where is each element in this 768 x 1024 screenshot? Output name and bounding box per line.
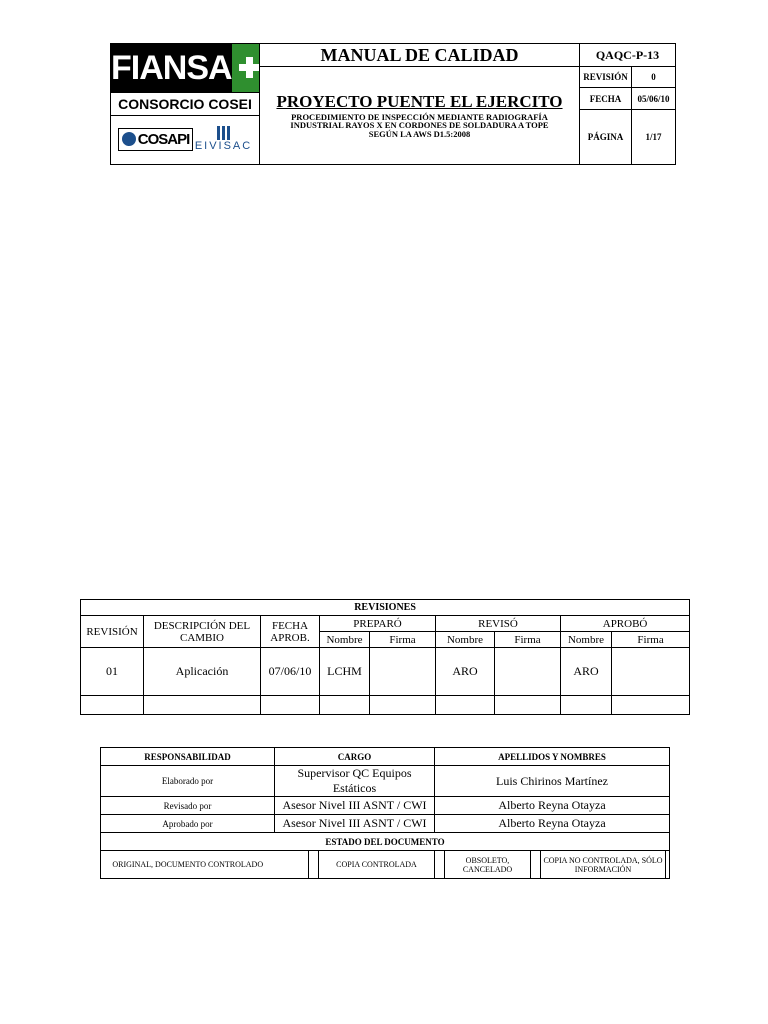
revision-number: 01 — [81, 648, 144, 696]
col-approved: APROBÓ — [561, 616, 690, 632]
col-reviewed: REVISÓ — [436, 616, 561, 632]
status-controlled-copy: COPIA CONTROLADA — [319, 851, 435, 879]
eivisac-logo: EIVISAC — [195, 126, 252, 152]
table-row — [101, 766, 670, 797]
role-label: Aprobado por — [101, 815, 275, 833]
status-obsolete-box[interactable] — [531, 851, 541, 879]
project-title: PROYECTO PUENTE EL EJERCITO — [276, 91, 563, 111]
page-label: PÁGINA — [580, 110, 632, 165]
revision-label: REVISIÓN — [580, 67, 632, 88]
prepared-signature — [370, 648, 436, 696]
approved-name-header: Nombre — [561, 632, 612, 648]
change-description: Aplicación — [144, 648, 261, 696]
revisions-table — [80, 599, 690, 715]
approval-date: 07/06/10 — [261, 648, 320, 696]
status-title: ESTADO DEL DOCUMENTO — [101, 833, 670, 851]
status-obsolete: OBSOLETO, CANCELADO — [445, 851, 531, 879]
plus-icon — [232, 44, 259, 92]
col-names: APELLIDOS Y NOMBRES — [435, 748, 670, 766]
table-row-empty — [81, 696, 690, 715]
revisions-title: REVISIONES — [81, 600, 690, 616]
table-row — [101, 797, 670, 815]
date-value: 05/06/10 — [632, 88, 676, 110]
status-uncontrolled-copy: COPIA NO CONTROLADA, SÓLO INFORMACIÓN — [541, 851, 666, 879]
project-block — [260, 67, 580, 165]
person-name: Luis Chirinos Martínez — [435, 766, 670, 797]
date-label: FECHA — [580, 88, 632, 110]
col-prepared: PREPARÓ — [320, 616, 436, 632]
cosapi-logo: COSAPI — [118, 128, 194, 151]
role-label: Elaborado por — [101, 766, 275, 797]
col-position: CARGO — [275, 748, 435, 766]
revision-value: 0 — [632, 67, 676, 88]
reviewed-name-header: Nombre — [436, 632, 495, 648]
fiansa-logo: FIANSA — [111, 44, 232, 92]
document-header — [110, 43, 676, 165]
prepared-name: LCHM — [320, 648, 370, 696]
approved-name: ARO — [561, 648, 612, 696]
responsibility-table — [100, 747, 670, 879]
reviewed-signature-header: Firma — [495, 632, 561, 648]
reviewed-name: ARO — [436, 648, 495, 696]
col-date: FECHA APROB. — [261, 616, 320, 648]
eivisac-grid-icon — [217, 126, 231, 140]
manual-title: MANUAL DE CALIDAD — [260, 44, 580, 67]
prepared-name-header: Nombre — [320, 632, 370, 648]
position-value: Supervisor QC Equipos Estáticos — [275, 766, 435, 797]
role-label: Revisado por — [101, 797, 275, 815]
status-controlled-copy-box-spacer — [309, 851, 319, 879]
position-value: Asesor Nivel III ASNT / CWI — [275, 797, 435, 815]
cosapi-mark-icon — [122, 132, 136, 146]
consortium-name: CONSORCIO COSEI — [111, 93, 259, 116]
approved-signature-header: Firma — [612, 632, 690, 648]
col-revision: REVISIÓN — [81, 616, 144, 648]
company-logo — [111, 44, 260, 165]
status-controlled-copy-box[interactable] — [435, 851, 445, 879]
status-original-box[interactable] — [275, 851, 309, 879]
document-code: QAQC-P-13 — [580, 44, 676, 67]
col-description: DESCRIPCIÓN DEL CAMBIO — [144, 616, 261, 648]
table-row — [81, 648, 690, 696]
page-value: 1/17 — [632, 110, 676, 165]
status-uncontrolled-copy-box[interactable] — [666, 851, 670, 879]
prepared-signature-header: Firma — [370, 632, 436, 648]
procedure-title: PROCEDIMIENTO DE INSPECCIÓN MEDIANTE RADIOGRAFÍA INDUSTRIAL RAYOS X EN CORDONES DE SOLDADURA A TOPE SEGÚN LA AWS D1.5:2008 — [290, 111, 549, 139]
approved-signature — [612, 648, 690, 696]
table-row — [101, 815, 670, 833]
person-name: Alberto Reyna Otayza — [435, 815, 670, 833]
reviewed-signature — [495, 648, 561, 696]
col-responsibility: RESPONSABILIDAD — [101, 748, 275, 766]
status-original: ORIGINAL, DOCUMENTO CONTROLADO — [101, 851, 275, 879]
position-value: Asesor Nivel III ASNT / CWI — [275, 815, 435, 833]
person-name: Alberto Reyna Otayza — [435, 797, 670, 815]
